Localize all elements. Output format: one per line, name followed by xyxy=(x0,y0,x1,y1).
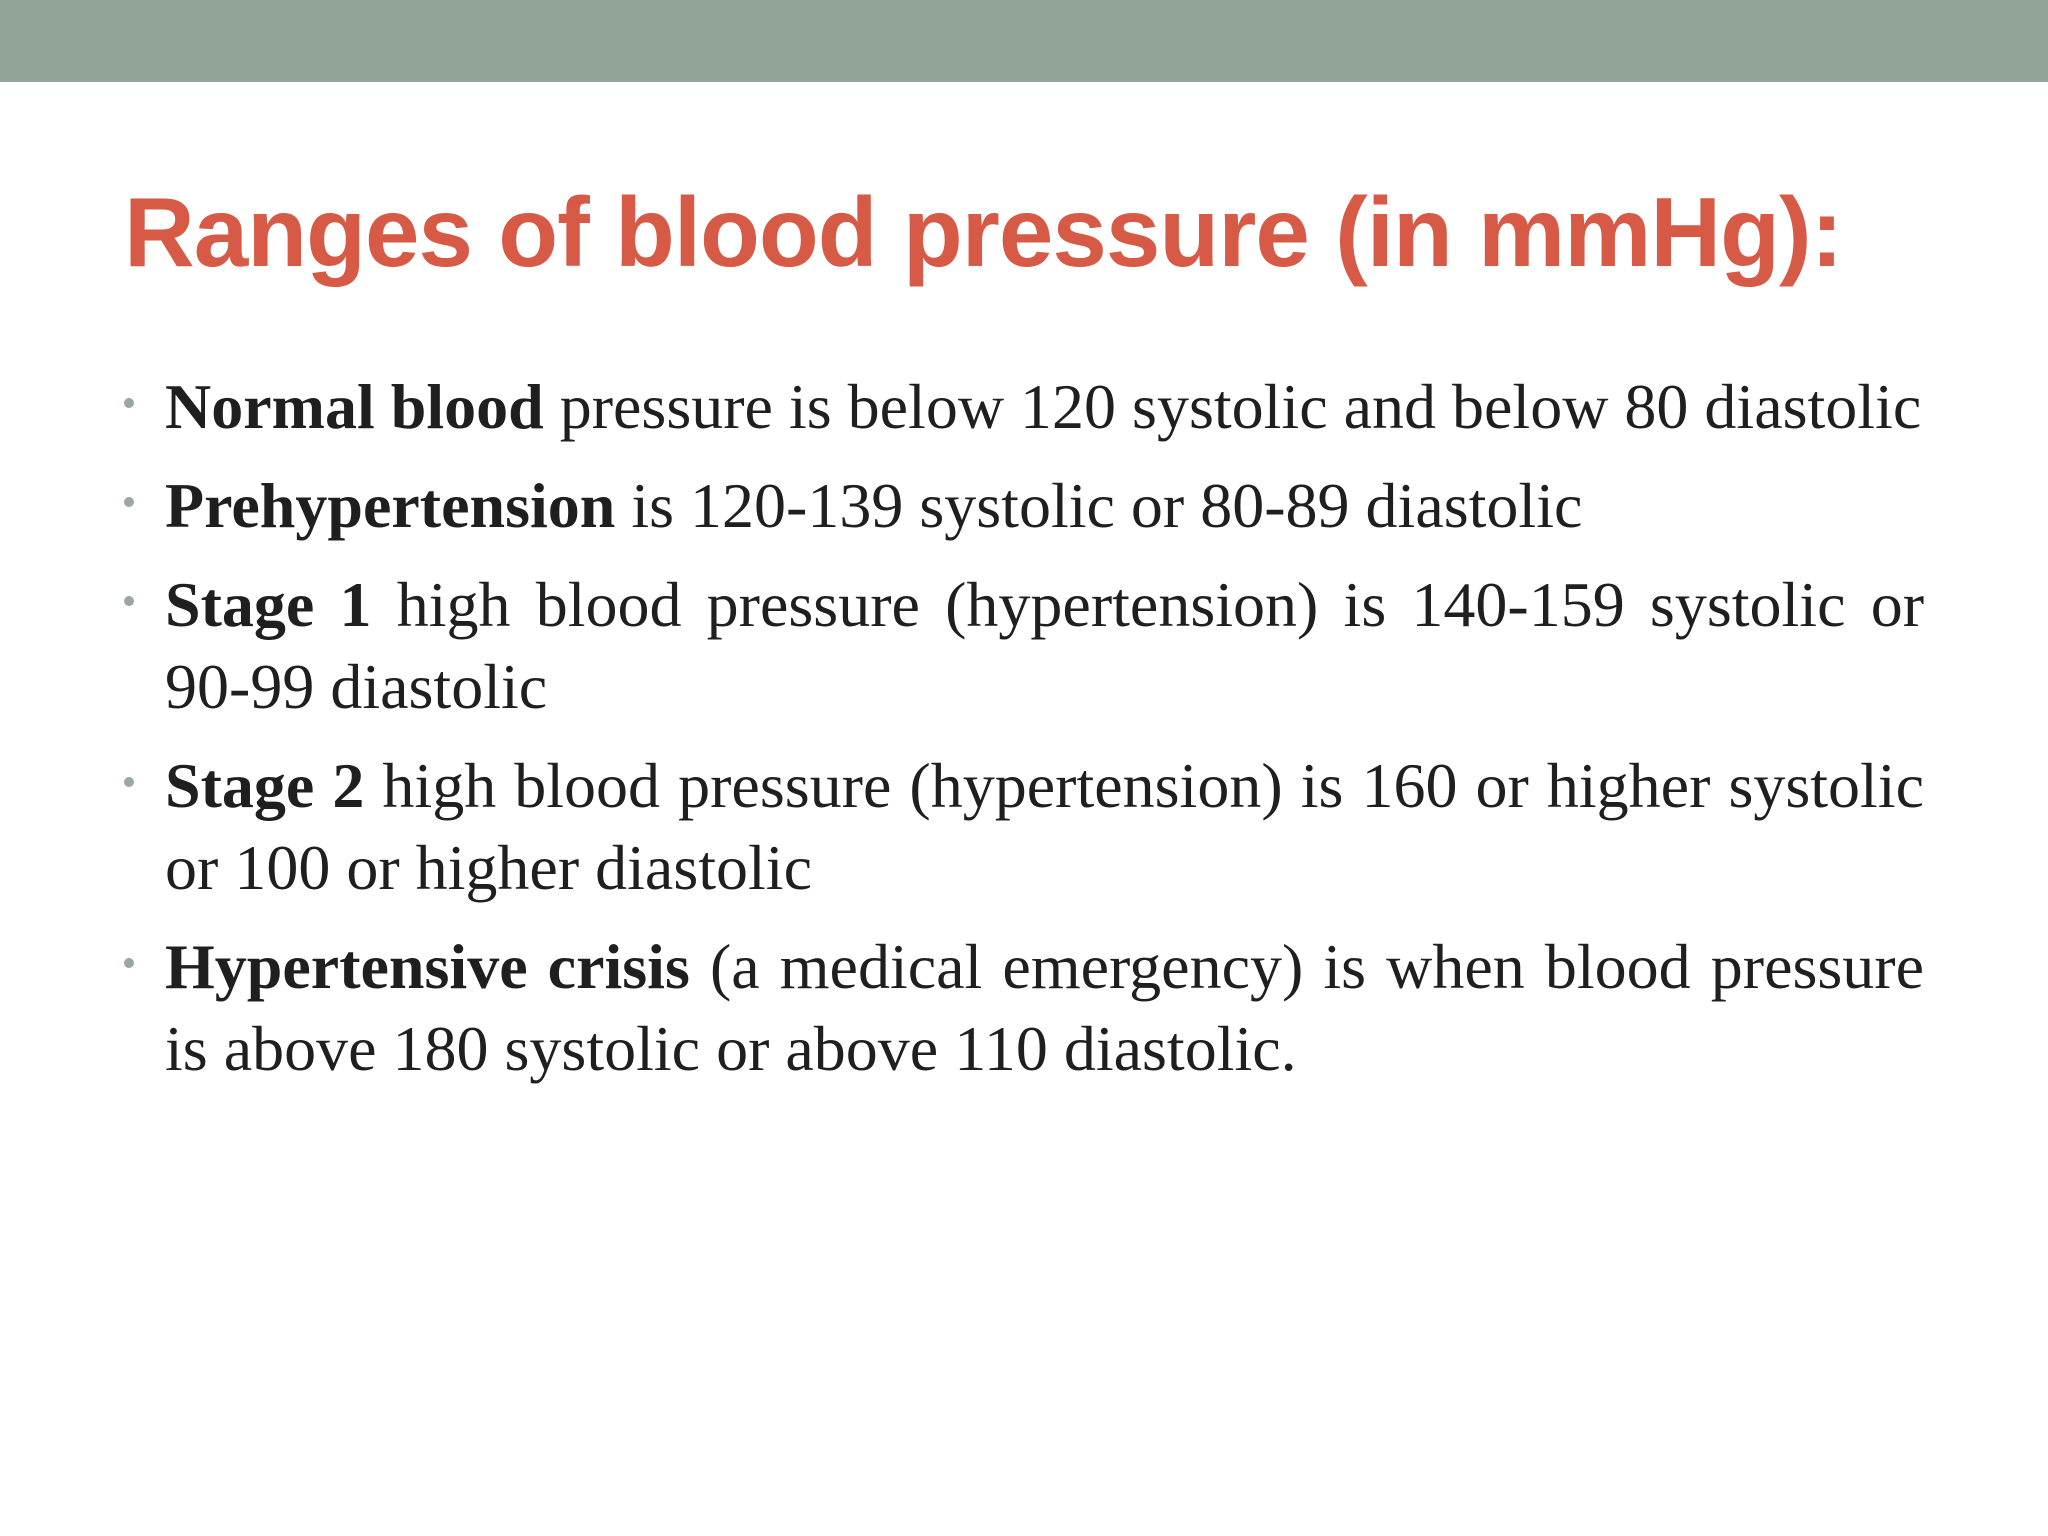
bullet-dot-icon xyxy=(124,497,134,507)
bullet-dot-icon xyxy=(124,958,134,968)
bullet-term: Stage 2 xyxy=(165,750,365,821)
bullet-item-normal xyxy=(124,366,1924,448)
top-decorative-band xyxy=(0,0,2048,82)
bullet-item-stage-1 xyxy=(124,564,1924,728)
bullet-description: high blood pressure (hypertension) is 140-159 systolic or 90-99 diastolic xyxy=(165,569,1925,722)
bullet-item-prehypertension xyxy=(124,465,1924,547)
bullet-term: Stage 1 xyxy=(165,569,372,640)
bullet-list xyxy=(124,366,1924,1107)
bullet-item-stage-2 xyxy=(124,745,1924,909)
bullet-term: Prehypertension xyxy=(165,470,616,541)
bullet-description: high blood pressure (hypertension) is 160 or higher systolic or 100 or higher diastolic xyxy=(165,750,1925,903)
bullet-dot-icon xyxy=(124,398,134,408)
bullet-description: pressure is below 120 systolic and below 80 diastolic xyxy=(543,371,1922,442)
bullet-description: (a medical emergency) is when blood pressure is above 180 systolic or above 110 diastolic. xyxy=(165,931,1925,1084)
bullet-item-hypertensive-crisis xyxy=(124,926,1924,1090)
bullet-description: is 120-139 systolic or 80-89 diastolic xyxy=(615,470,1583,541)
slide-title: Ranges of blood pressure (in mmHg): xyxy=(124,177,1843,287)
bullet-dot-icon xyxy=(124,777,134,787)
bullet-dot-icon xyxy=(124,596,134,606)
bullet-term: Normal blood xyxy=(165,371,544,442)
bullet-term: Hypertensive crisis xyxy=(165,931,690,1002)
